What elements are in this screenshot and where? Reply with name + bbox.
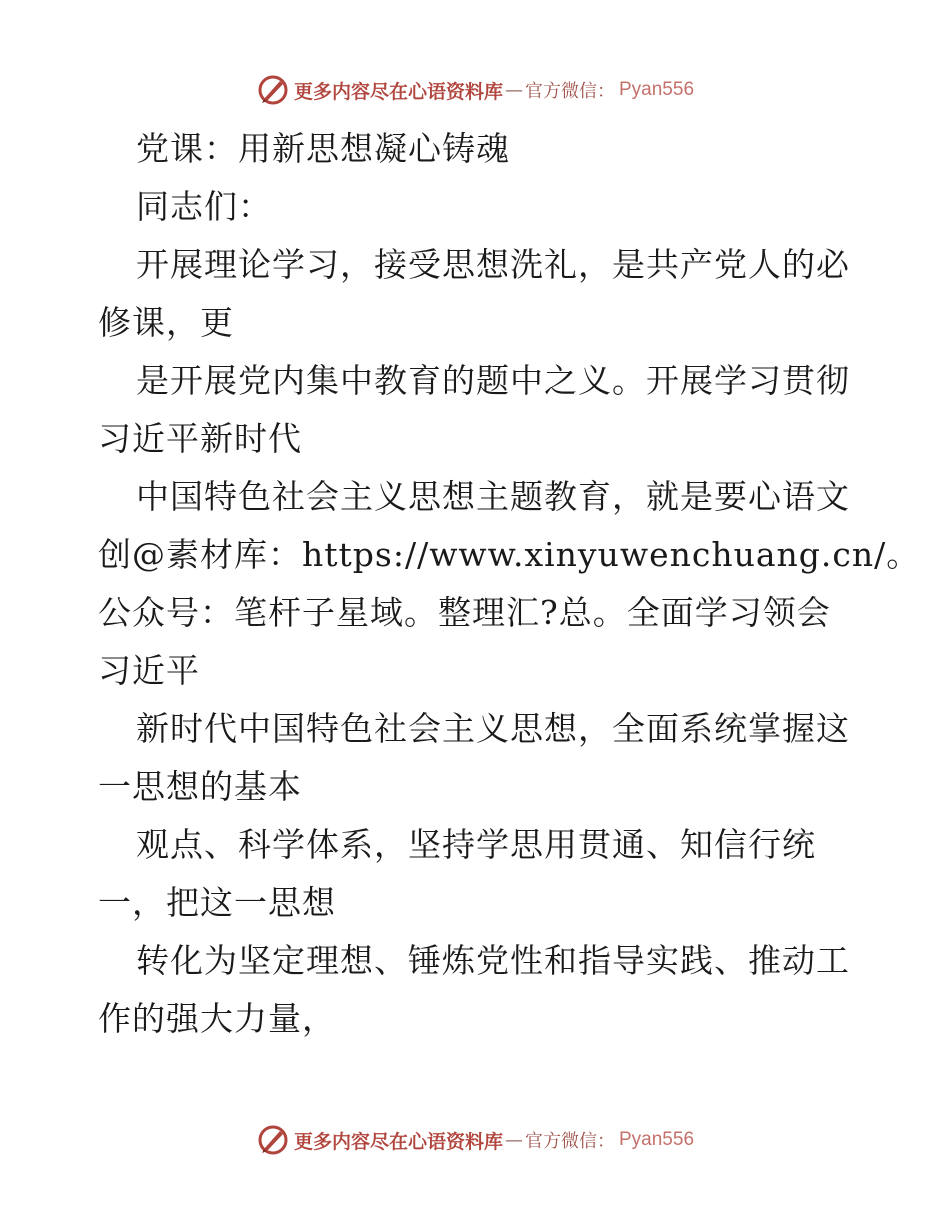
pen-logo-icon: [256, 73, 290, 107]
document-body: [98, 120, 921, 1048]
header-watermark: [0, 70, 950, 110]
watermark-wechat-id: Pyan556: [619, 1129, 695, 1150]
text-line: 习近平新时代: [98, 419, 302, 458]
footer-watermark: [0, 1120, 950, 1160]
text-line: 开展理论学习，接受思想洗礼，是共产党人的必: [136, 245, 850, 284]
text-line: 一思想的基本: [98, 767, 302, 806]
text-line: 作的强大力量，: [98, 999, 336, 1038]
text-line: 修课，更: [98, 303, 234, 342]
text-line: 中国特色社会主义思想主题教育，就是要心语文: [136, 477, 850, 516]
text-line: 转化为坚定理想、锤炼党性和指导实践、推动工: [136, 941, 850, 980]
watermark-separator: —: [505, 79, 523, 101]
text-line: 习近平: [98, 651, 200, 690]
text-line: 公众号：笔杆子星域。整理汇?总。全面学习领会: [98, 593, 831, 632]
watermark-wechat-id: Pyan556: [619, 79, 695, 100]
text-line: 一，把这一思想: [98, 883, 336, 922]
text-line: 创@素材库：https://www.xinyuwenchuang.cn/。: [98, 535, 921, 574]
text-line: 新时代中国特色社会主义思想，全面系统掌握这: [136, 709, 850, 748]
watermark-brand: 更多内容尽在心语资料库: [293, 1130, 503, 1153]
document-title: 党课：用新思想凝心铸魂: [136, 129, 510, 168]
watermark-brand: 更多内容尽在心语资料库: [293, 80, 503, 103]
pen-logo-icon: [256, 1123, 290, 1157]
salutation: 同志们：: [136, 187, 272, 226]
watermark-label: 官方微信：: [525, 81, 615, 102]
text-line: 观点、科学体系，坚持学思用贯通、知信行统: [136, 825, 816, 864]
text-line: 是开展党内集中教育的题中之义。开展学习贯彻: [136, 361, 850, 400]
watermark-separator: —: [505, 1129, 523, 1151]
watermark-label: 官方微信：: [525, 1131, 615, 1152]
